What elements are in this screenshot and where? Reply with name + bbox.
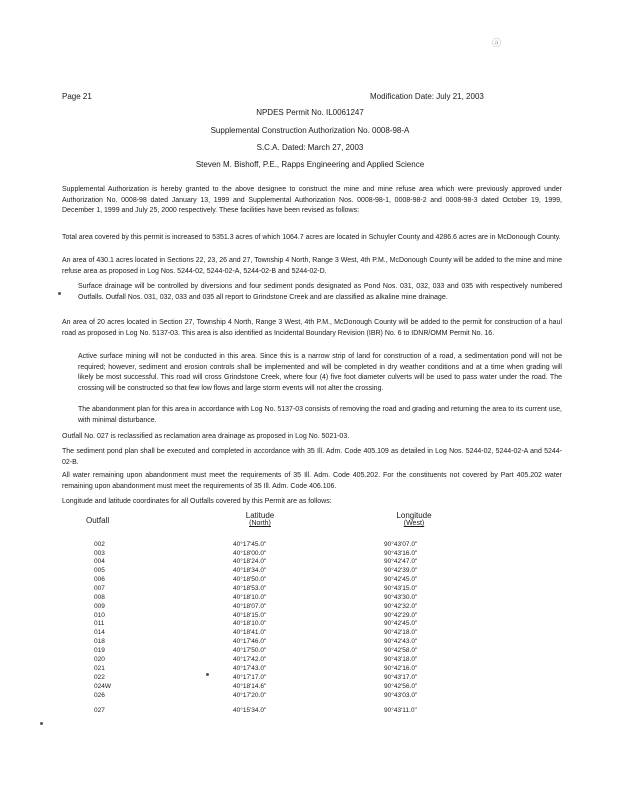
outfall-header-label: Outfall (86, 516, 110, 525)
page-number: Page 21 (62, 92, 92, 101)
table-row: 024W 40°18'14.6" 90°42'56.0" (94, 683, 418, 690)
paragraph-coordinates-intro: Longitude and latitude coordinates for all Outfalls covered by this Permit are as follows: (62, 498, 332, 505)
table-row: 010 40°18'15.0" 90°42'29.0" (94, 612, 418, 619)
table-row: 003 40°18'00.0" 90°43'16.0" (94, 550, 418, 557)
paragraph-abandonment: The abandonment plan for this area in accordance with Log No. 5137-03 consists of removing the road and grading and returning the area to its current use, with minimal disturbance. (78, 406, 562, 424)
margin-dot (206, 673, 209, 676)
latitude-column-header (230, 511, 290, 527)
table-row: 026 40°17'20.0" 90°43'03.0" (94, 692, 418, 699)
paragraph-haul-road: An area of 20 acres located in Section 27, Township 4 North, Range 3 West, 4th P.M., McDonough County will be added to the permit for construction of a haul road as proposed in Log No. 5137-03. This area is also identified as Incidental Boundary Revision (IBR) No. 6 to IDNR/OMM Permit No. 16. (62, 319, 562, 337)
margin-dot (58, 292, 61, 295)
paragraph-total-area: Total area covered by this permit is increased to 5351.3 acres of which 1064.7 acres are located in Schuyler County and 4286.6 acres are in McDonough County. (62, 234, 561, 241)
table-row: 008 40°18'10.0" 90°43'30.0" (94, 594, 418, 601)
paragraph-active-mining: Active surface mining will not be conducted in this area. Since this is a narrow strip of land for construction of a road, a sedimentation pond will not be required; however, sediment and erosion controls shall be implemented and will be completed in dry weather conditions and at a time when grading will likely be most successful. This road will cross Grindstone Creek, where four (4) five foot diameter culverts will be used to pass water under the road. The crossing will be constructed so that few low flows and large storm events will not alter the crossing. (78, 353, 562, 392)
engineer-line: Steven M. Bishoff, P.E., Rapps Engineering and Applied Science (195, 160, 425, 169)
table-row: 020 40°17'42.0" 90°43'18.0" (94, 656, 418, 663)
table-row: 006 40°18'50.0" 90°42'45.0" (94, 576, 418, 583)
paragraph-intro: Supplemental Authorization is hereby granted to the above designee to construct the mine and mine refuse area which were previously approved under Authorization No. 0008-98 dated January 13, 1999 and Supplemental Authorization Nos. 0008-98-1, 0008-98-2 and 0008-98-3 dated October 19, 1999, December 1, 1999 and July 25, 2000 respectively. These facilities have been revised as follows: (62, 186, 562, 214)
table-row: 005 40°18'34.0" 90°42'39.0" (94, 567, 418, 574)
paragraph-outfall-027: Outfall No. 027 is reclassified as reclamation area drainage as proposed in Log No. 5021-03. (62, 433, 350, 440)
authorization-number: Supplemental Construction Authorization No. 0008-98-A (210, 126, 410, 135)
table-row: 007 40°18'53.0" 90°43'15.0" (94, 585, 418, 592)
latitude-header-label: Latitude (245, 511, 275, 520)
table-row: 004 40°18'24.0" 90°42'47.0" (94, 558, 418, 565)
table-row: 018 40°17'46.0" 90°42'43.0" (94, 638, 418, 645)
outfall-column-header (86, 516, 109, 525)
paragraph-surface-drainage: Surface drainage will be controlled by diversions and four sediment ponds designated as Pond Nos. 031, 032, 033 and 035 with respectively numbered Outfalls. Outfall Nos. 031, 032, 033 and 035 all report to Grindstone Creek and are classified as alkaline mine drainage. (78, 283, 562, 301)
table-row: 014 40°18'41.0" 90°42'18.0" (94, 629, 418, 636)
latitude-header-sub: (North) (249, 520, 271, 527)
paragraph-sediment-pond: The sediment pond plan shall be executed and completed in accordance with 35 Ill. Adm. Code 405.109 as detailed in Log Nos. 5244-02, 5244-02-A and 5244-02-B. (62, 448, 562, 466)
corner-stamp: ⓐ (492, 38, 503, 48)
table-row: 009 40°18'07.0" 90°42'32.0" (94, 603, 418, 610)
longitude-header-sub: (West) (403, 520, 425, 527)
permit-number: NPDES Permit No. IL0061247 (256, 108, 364, 117)
longitude-header-label: Longitude (396, 511, 432, 520)
table-row: 019 40°17'50.0" 90°42'58.0" (94, 647, 418, 654)
paragraph-added-area: An area of 430.1 acres located in Sections 22, 23, 26 and 27, Township 4 North, Range 3 West, 4th P.M., McDonough County will be added to the mine and mine refuse area as proposed in Log Nos. 5244-02, 5244-02-A, 5244-02-B and 5244-02-D. (62, 257, 562, 275)
longitude-column-header (384, 511, 444, 527)
sca-date: S.C.A. Dated: March 27, 2003 (256, 143, 364, 152)
table-row: 027 40°15'34.0" 90°43'11.0" (94, 707, 417, 714)
table-row: 011 40°18'10.0" 90°42'45.0" (94, 620, 418, 627)
paragraph-water-remaining: All water remaining upon abandonment must meet the requirements of 35 Ill. Adm. Code 405.202. For the constituents not covered by Part 405.202 water remaining upon abandonment must meet the requirements of 35 Ill. Adm. Code 406.106. (62, 472, 562, 490)
table-row: 022 40°17'17.0" 90°43'17.0" (94, 674, 418, 681)
table-row: 021 40°17'43.0" 90°42'16.0" (94, 665, 418, 672)
margin-dot (40, 722, 43, 725)
table-row: 002 40°17'45.0" 90°43'07.0" (94, 541, 418, 548)
modification-date: Modification Date: July 21, 2003 (370, 92, 484, 101)
